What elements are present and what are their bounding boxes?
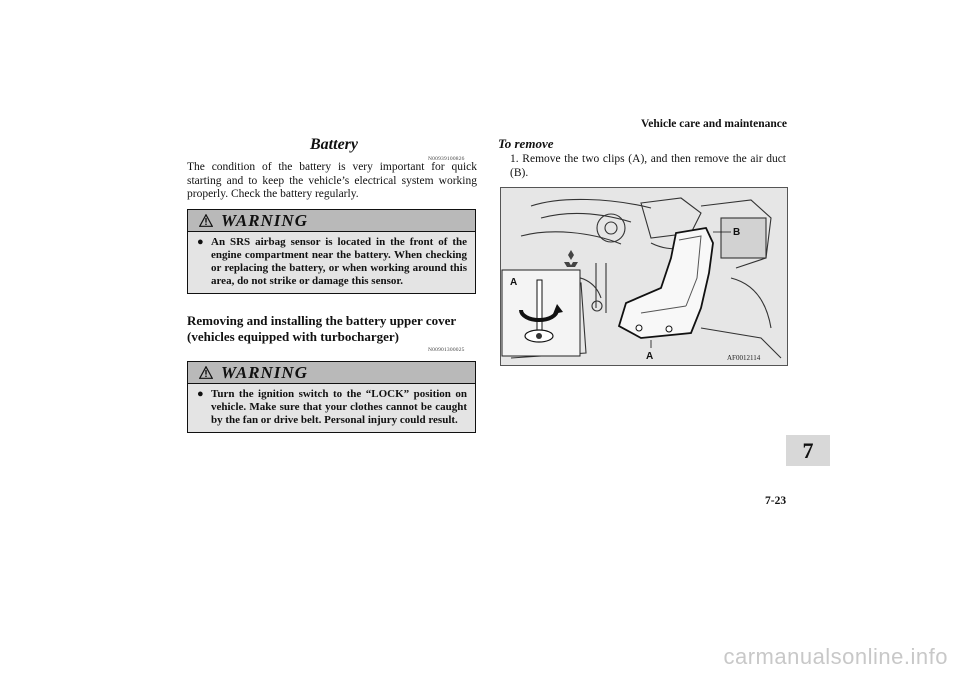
battery-section-code: N00939100826	[428, 156, 465, 162]
bullet-icon: ●	[197, 236, 204, 248]
engine-illustration	[501, 188, 787, 365]
battery-heading: Battery	[310, 136, 358, 153]
step-text: Remove the two clips (A), and then remove the air duct (B).	[510, 153, 787, 179]
warning-box-ignition	[187, 361, 476, 433]
to-remove-heading: To remove	[498, 136, 554, 151]
figure-label-b: B	[733, 227, 741, 238]
figure-label-a-left: A	[510, 277, 518, 288]
step-1	[510, 153, 786, 180]
battery-paragraph: The condition of the battery is very important for quick starting and to keep the vehicle’s electrical system working properly. Check the battery regularly.	[187, 161, 477, 200]
page-number: 7-23	[765, 495, 787, 507]
engine-figure	[500, 187, 788, 366]
warning-body	[188, 232, 475, 293]
warning-triangle-icon	[199, 214, 213, 227]
cover-section-heading: Removing and installing the battery upper cover (vehicles equipped with turbocharger)	[187, 313, 456, 344]
figure-code: AF0012114	[727, 354, 761, 362]
bullet-icon: ●	[197, 388, 204, 400]
chapter-tab: 7	[786, 435, 830, 466]
warning-header	[188, 362, 475, 384]
figure-label-a-bottom: A	[646, 351, 654, 362]
warning-label: WARNING	[221, 211, 308, 230]
step-number: 1.	[510, 153, 519, 165]
warning-label: WARNING	[221, 363, 308, 382]
warning-text: An SRS airbag sensor is located in the front of the engine compartment near the battery. When checking or replacing the battery, or when working around this area, do not strike or damage this sensor.	[211, 236, 467, 287]
warning-box-airbag	[187, 209, 476, 294]
warning-triangle-icon	[199, 366, 213, 379]
warning-header	[188, 210, 475, 232]
warning-text: Turn the ignition switch to the “LOCK” position on vehicle. Make sure that your clothes cannot be caught by the fan or drive belt. Personal injury could result.	[211, 388, 467, 426]
watermark: carmanualsonline.info	[723, 644, 948, 669]
chapter-header: Vehicle care and maintenance	[641, 118, 787, 130]
warning-body	[188, 384, 475, 432]
cover-section-code: N00901300025	[428, 347, 465, 353]
